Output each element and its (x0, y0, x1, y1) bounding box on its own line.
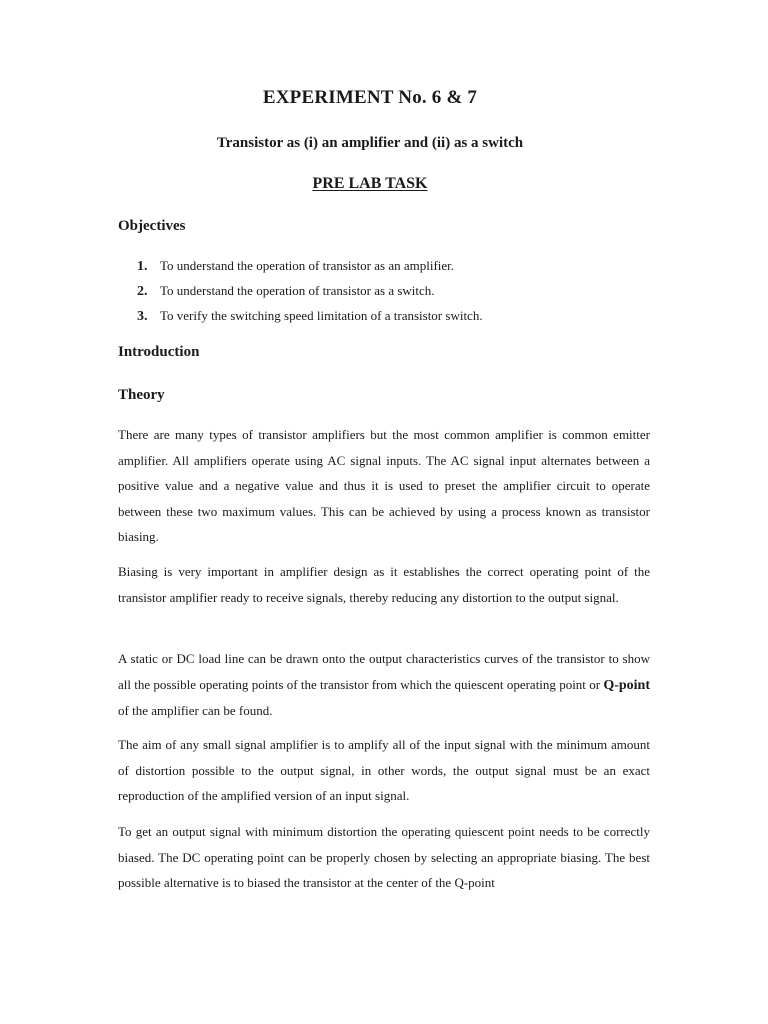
paragraph-3-text-end: of the amplifier can be found. (118, 703, 273, 719)
pre-lab-heading (0, 175, 740, 193)
experiment-subtitle: Transistor as (i) an amplifier and (ii) as a switch (216, 135, 524, 151)
theory-heading: Theory (118, 387, 165, 403)
objective-text: To verify the switching speed limitation of a transistor switch. (160, 308, 483, 323)
theory-paragraph-5: To get an output signal with minimum distortion the operating quiescent point needs to be correctly biased. The DC operating point can be properly chosen by selecting an appropriate biasing. The best possible alternative is to biased the transistor at the center of the Q-point (118, 824, 650, 891)
objectives-list (137, 257, 483, 332)
objective-text: To understand the operation of transistor as an amplifier. (160, 258, 455, 273)
q-point-term: Q-point (603, 677, 650, 693)
theory-paragraph-2: Biasing is very important in amplifier design as it establishes the correct operating point of the transistor amplifier ready to receive signals, thereby reducing any distortion to the output signal. (118, 564, 650, 605)
introduction-heading: Introduction (118, 344, 200, 360)
objectives-heading: Objectives (118, 218, 186, 234)
objective-number: 1. (137, 259, 148, 274)
objective-item (137, 282, 483, 307)
pre-lab-heading-text: PRE LAB TASK (312, 175, 428, 192)
theory-paragraph-4: The aim of any small signal amplifier is to amplify all of the input signal with the minimum amount of distortion possible to the output signal, in other words, the output signal must be an exact reproduction of the amplified version of an input signal. (118, 737, 650, 804)
paragraph-3-text-start: A static or DC load line can be drawn onto the output characteristics curves of the transistor to show all the possible operating points of the transistor from which the quiescent operating point or (118, 651, 650, 692)
objective-number: 3. (137, 309, 148, 324)
objective-text: To understand the operation of transistor as a switch. (160, 283, 435, 298)
experiment-title: EXPERIMENT No. 6 & 7 (262, 87, 478, 108)
theory-paragraph-1: There are many types of transistor amplifiers but the most common amplifier is common emitter amplifier. All amplifiers operate using AC signal inputs. The AC signal input alternates between a positive value and a negative value and thus it is used to preset the amplifier circuit to operate between these two maximum values. This can be achieved by using a process known as transistor biasing. (118, 427, 650, 545)
objective-item (137, 257, 483, 282)
theory-paragraph-3 (118, 646, 650, 724)
objective-number: 2. (137, 284, 148, 299)
objective-item (137, 307, 483, 332)
